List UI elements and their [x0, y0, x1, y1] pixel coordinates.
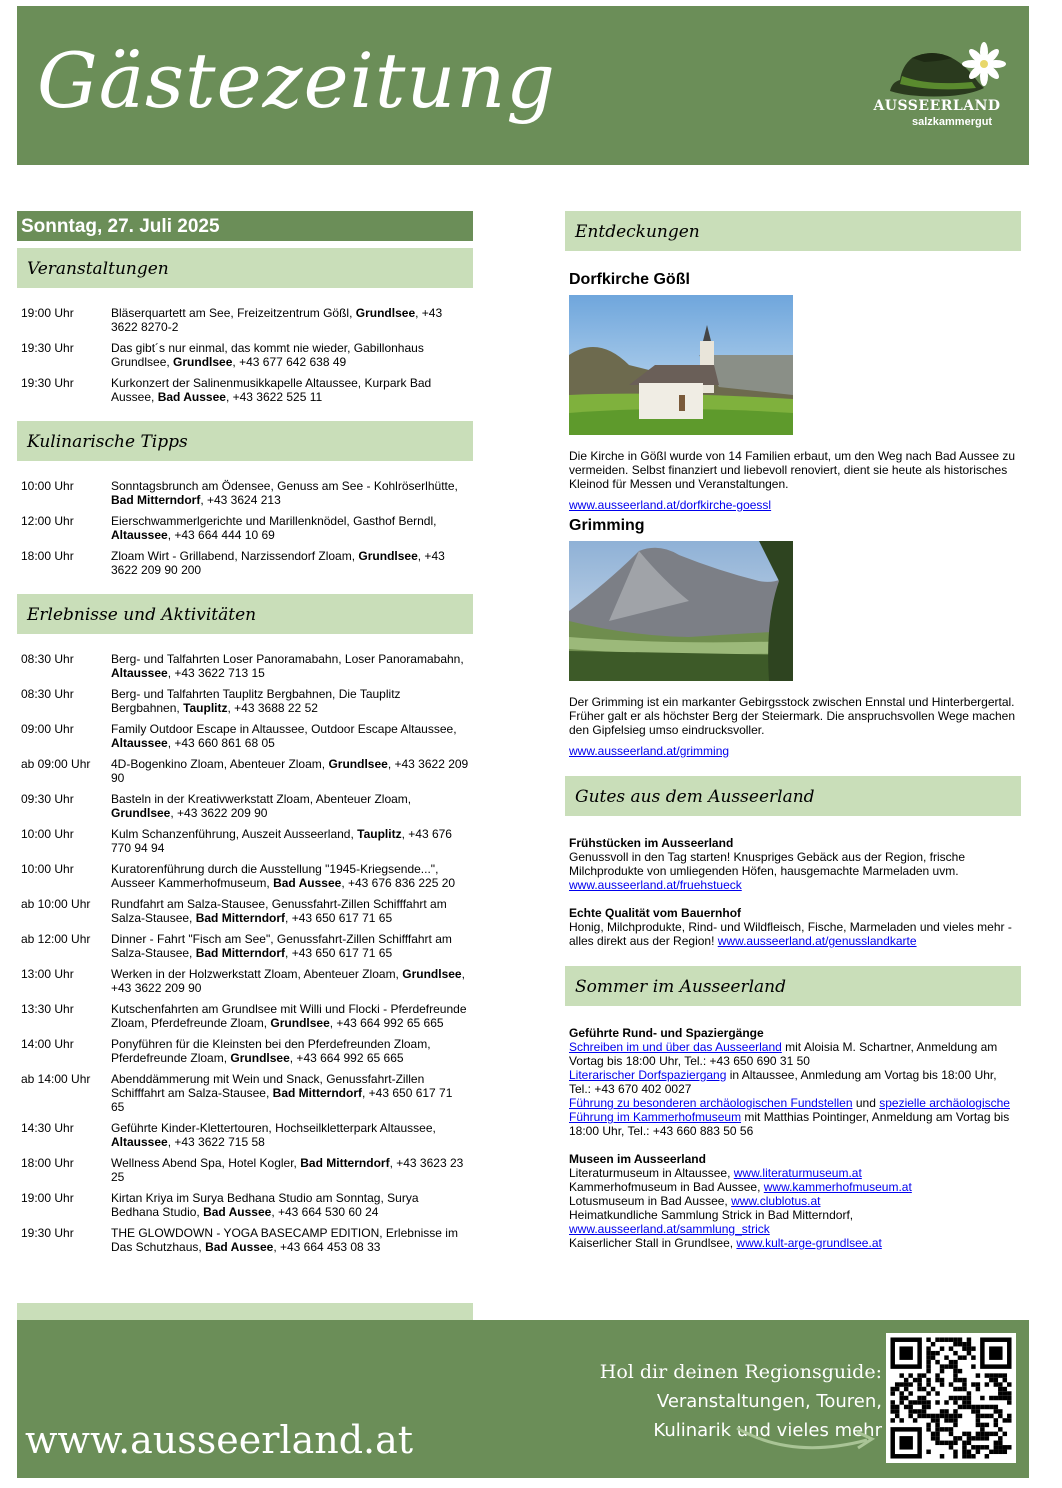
- goods-text: Genussvoll in den Tag starten! Knuspriges Gebäck aus der Region, frische Milchprodukte von umliegenden Höfen, hausgemachte Marmeladen uvm.: [569, 850, 965, 878]
- event-place: Bad Aussee: [205, 1240, 274, 1254]
- event-contact: , +43 3688 22 52: [227, 701, 318, 715]
- museum-link[interactable]: www.kult-arge-grundlsee.at: [736, 1236, 882, 1250]
- event-row: [21, 479, 473, 507]
- event-text: Bläserquartett am See, Freizeitzentrum Gößl,: [111, 306, 356, 320]
- event-place: Bad Mitterndorf: [300, 1156, 390, 1170]
- museum-link[interactable]: www.clublotus.at: [731, 1194, 821, 1208]
- grimming-photo: [569, 541, 793, 681]
- event-place: Bad Mitterndorf: [111, 493, 201, 507]
- event-place: Bad Aussee: [203, 1205, 272, 1219]
- hat-edelweiss-icon: [872, 36, 1017, 106]
- discovery-link[interactable]: www.ausseerland.at/grimming: [569, 744, 730, 758]
- ausseerland-logo: [872, 36, 1017, 136]
- event-contact: , +43 3622 525 11: [225, 390, 323, 404]
- museum-text: Lotusmuseum in Bad Aussee,: [569, 1194, 732, 1208]
- goods-title: Echte Qualität vom Bauernhof: [569, 906, 742, 920]
- event-time: 10:00 Uhr: [21, 862, 74, 876]
- event-place: Bad Aussee: [157, 390, 226, 404]
- event-place: Bad Aussee: [273, 876, 342, 890]
- tour-text: mit Aloisia M. Schartner, Anmeldung am Vortag bis 18:00 Uhr, Tel.: +43 650 690 31 50: [569, 1040, 998, 1068]
- event-time: 14:00 Uhr: [21, 1037, 74, 1051]
- event-place: Grundlsee: [402, 967, 462, 981]
- event-contact: , +43 660 861 68 05: [167, 736, 275, 750]
- event-description: [111, 306, 469, 334]
- event-row: [21, 1191, 473, 1219]
- event-time: ab 10:00 Uhr: [21, 897, 91, 911]
- goods-breakfast: [569, 836, 1021, 892]
- event-place: Bad Mitterndorf: [195, 946, 286, 960]
- event-text: Wellness Abend Spa, Hotel Kogler,: [111, 1156, 301, 1170]
- museum-text: Literaturmuseum in Altaussee,: [569, 1166, 734, 1180]
- event-row: [21, 514, 473, 542]
- tour-link[interactable]: Führung zu besonderen archäologischen Fundstellen: [569, 1096, 853, 1110]
- event-description: [111, 792, 469, 820]
- event-contact: , +43 3622 715 58: [167, 1135, 265, 1149]
- event-text: Basteln in der Kreativwerkstatt Zloam, Abenteuer Zloam,: [111, 792, 412, 806]
- event-time: 09:30 Uhr: [21, 792, 74, 806]
- qr-code-icon[interactable]: [886, 1333, 1016, 1463]
- event-description: [111, 757, 469, 785]
- section-header: Veranstaltungen: [17, 248, 473, 288]
- event-time: 14:30 Uhr: [21, 1121, 74, 1135]
- date-bar: Sonntag, 27. Juli 2025: [17, 211, 473, 241]
- event-contact: , +43 676 836 225 20: [341, 876, 456, 890]
- event-row: [21, 827, 473, 855]
- event-row: [21, 341, 473, 369]
- event-time: 19:00 Uhr: [21, 306, 74, 320]
- summer-tours: [569, 1026, 1021, 1138]
- event-description: [111, 1037, 469, 1065]
- event-time: ab 14:00 Uhr: [21, 1072, 91, 1086]
- header-banner: [17, 6, 1029, 165]
- event-time: 19:30 Uhr: [21, 376, 74, 390]
- event-text: Eierschwammerlgerichte und Marillenknödel, Gasthof Berndl,: [111, 514, 437, 528]
- event-text: 4D-Bogenkino Zloam, Abenteuer Zloam,: [111, 757, 329, 771]
- event-time: ab 09:00 Uhr: [21, 757, 91, 771]
- event-text: Kulm Schanzenführung, Auszeit Ausseerland,: [111, 827, 358, 841]
- event-text: Rundfahrt am Salza-Stausee, Genussfahrt-Zillen Schifffahrt am Salza-Stausee,: [111, 897, 447, 925]
- event-text: Berg- und Talfahrten Tauplitz Bergbahnen, Die Tauplitz Bergbahnen,: [111, 687, 401, 715]
- event-place: Bad Mitterndorf: [272, 1086, 362, 1100]
- event-text: Kutschenfahrten am Grundlsee mit Willi und Flocki - Pferdefreunde Zloam, Pferdefreunde Zloam,: [111, 1002, 467, 1030]
- event-text: Geführte Kinder-Klettertouren, Hochseilkletterpark Altaussee,: [111, 1121, 436, 1135]
- event-contact: , +43 3623 23 25: [111, 1156, 464, 1184]
- event-text: Family Outdoor Escape in Altaussee, Outdoor Escape Altaussee,: [111, 722, 457, 736]
- event-contact: , +43 3622 209 90: [111, 757, 469, 785]
- event-row: [21, 1156, 473, 1184]
- event-description: [111, 897, 469, 925]
- event-place: Grundlsee: [111, 806, 171, 820]
- goods-link[interactable]: www.ausseerland.at/genusslandkarte: [717, 934, 917, 948]
- tour-link[interactable]: spezielle archäologische Führung im Kammerhofmuseum: [569, 1096, 1010, 1124]
- event-place: Bad Mitterndorf: [195, 911, 286, 925]
- discovery-text: Der Grimming ist ein markanter Gebirgsstock zwischen Ennstal und Hinterbergertal. Früher galt er als höchster Berg der Steiermark. Die anspruchsvollen Wege machen den Gipfelsieg umso eindrucksvoller.: [569, 695, 1015, 737]
- event-time: 10:00 Uhr: [21, 827, 74, 841]
- museum-text: Heimatkundliche Sammlung Strick in Bad Mitterndorf,: [569, 1208, 854, 1222]
- event-row: [21, 376, 473, 404]
- event-time: 08:30 Uhr: [21, 652, 74, 666]
- event-time: 19:30 Uhr: [21, 1226, 74, 1240]
- event-row: [21, 932, 473, 960]
- church-photo: [569, 295, 793, 435]
- event-time: 19:00 Uhr: [21, 1191, 74, 1205]
- event-description: [111, 967, 469, 995]
- event-row: [21, 862, 473, 890]
- footer-website[interactable]: www.ausseerland.at: [25, 1418, 414, 1462]
- event-row: [21, 1037, 473, 1065]
- event-place: Altaussee: [111, 1135, 168, 1149]
- event-text: Abenddämmerung mit Wein und Snack, Genussfahrt-Zillen Schifffahrt am Salza-Stausee,: [111, 1072, 425, 1100]
- event-row: [21, 897, 473, 925]
- event-place: Altaussee: [111, 736, 168, 750]
- event-description: [111, 862, 469, 890]
- museums-title: Museen im Ausseerland: [569, 1152, 706, 1166]
- tour-text: und: [852, 1096, 880, 1110]
- event-row: [21, 306, 473, 334]
- museum-link[interactable]: www.literaturmuseum.at: [733, 1166, 862, 1180]
- event-description: [111, 376, 469, 404]
- section-header-summer: Sommer im Ausseerland: [565, 966, 1021, 1006]
- event-time: 19:30 Uhr: [21, 341, 74, 355]
- event-text: Sonntagsbrunch am Ödensee, Genuss am See - Kohlröserlhütte,: [111, 479, 458, 493]
- museum-link[interactable]: www.kammerhofmuseum.at: [763, 1180, 912, 1194]
- event-row: [21, 687, 473, 715]
- discovery-title: Grimming: [569, 517, 645, 534]
- event-place: Altaussee: [111, 528, 168, 542]
- event-time: 13:30 Uhr: [21, 1002, 74, 1016]
- goods-farm: [569, 906, 1021, 948]
- tour-link[interactable]: Literarischer Dorfspaziergang: [569, 1068, 727, 1082]
- left-column-footer-bar: [17, 1303, 473, 1320]
- guide-line: Hol dir deinen Regionsguide:: [599, 1361, 882, 1383]
- event-text: THE GLOWDOWN - YOGA BASECAMP EDITION, Erlebnisse im Das Schutzhaus,: [111, 1226, 458, 1254]
- event-description: [111, 341, 469, 369]
- event-list: [17, 288, 473, 421]
- event-text: Werken in der Holzwerkstatt Zloam, Abenteuer Zloam,: [111, 967, 403, 981]
- event-time: ab 12:00 Uhr: [21, 932, 91, 946]
- event-description: [111, 549, 469, 577]
- goods-link[interactable]: www.ausseerland.at/fruehstueck: [569, 878, 742, 892]
- event-description: [111, 1121, 469, 1149]
- guide-line: Kulinarik und vieles mehr: [653, 1420, 882, 1441]
- event-time: 08:30 Uhr: [21, 687, 74, 701]
- event-description: [111, 1156, 469, 1184]
- discovery-text: Die Kirche in Gößl wurde von 14 Familien erbaut, um den Weg nach Bad Aussee zu vermeiden. Selbst finanziert und liebevoll renoviert, dient sie heute als historisches Kleinod für Messen und Veranstaltungen.: [569, 449, 1016, 491]
- event-time: 18:00 Uhr: [21, 1156, 74, 1170]
- event-description: [111, 514, 469, 542]
- event-text: Kirtan Kriya im Surya Bedhana Studio am Sonntag, Surya Bedhana Studio,: [111, 1191, 419, 1219]
- event-description: [111, 652, 469, 680]
- event-contact: , +43 3622 209 90: [111, 967, 465, 995]
- event-time: 09:00 Uhr: [21, 722, 74, 736]
- event-contact: , +43 3622 209 90 200: [111, 549, 445, 577]
- event-row: [21, 1121, 473, 1149]
- event-contact: , +43 664 992 65 665: [329, 1016, 444, 1030]
- summer-museums: [569, 1152, 1021, 1250]
- event-place: Grundlsee: [270, 1016, 330, 1030]
- event-text: Berg- und Talfahrten Loser Panoramabahn, Loser Panoramabahn,: [111, 652, 464, 666]
- event-row: [21, 1072, 473, 1114]
- event-text: Dinner - Fahrt "Fisch am See", Genussfahrt-Zillen Schifffahrt am Salza-Stausee,: [111, 932, 452, 960]
- museum-text: Kaiserlicher Stall in Grundlsee,: [569, 1236, 737, 1250]
- event-row: [21, 967, 473, 995]
- event-description: [111, 1002, 469, 1030]
- event-contact: , +43 664 444 10 69: [167, 528, 275, 542]
- goods-title: Frühstücken im Ausseerland: [569, 836, 734, 850]
- event-row: [21, 792, 473, 820]
- event-contact: , +43 664 453 08 33: [273, 1240, 381, 1254]
- event-contact: , +43 3622 209 90: [170, 806, 268, 820]
- event-place: Grundlsee: [173, 355, 233, 369]
- event-description: [111, 1072, 469, 1114]
- event-place: Grundlsee: [355, 306, 416, 320]
- event-row: [21, 1226, 473, 1254]
- event-text: Ponyführen für die Kleinsten bei den Pferdefreunden Zloam, Pferdefreunde Zloam,: [111, 1037, 431, 1065]
- event-description: [111, 1191, 469, 1219]
- event-row: [21, 1002, 473, 1030]
- event-contact: , +43 650 617 71 65: [285, 946, 393, 960]
- tour-link[interactable]: Schreiben im und über das Ausseerland: [569, 1040, 782, 1054]
- section-header: Kulinarische Tipps: [17, 421, 473, 461]
- event-description: [111, 479, 469, 507]
- event-contact: , +43 3624 213: [200, 493, 281, 507]
- event-place: Tauplitz: [357, 827, 402, 841]
- event-contact: , +43 650 617 71 65: [285, 911, 393, 925]
- section-header: Erlebnisse und Aktivitäten: [17, 594, 473, 634]
- event-row: [21, 722, 473, 750]
- event-contact: , +43 677 642 638 49: [232, 355, 347, 369]
- event-description: [111, 932, 469, 960]
- event-text: Das gibt´s nur einmal, das kommt nie wieder, Gabillonhaus Grundlsee,: [111, 341, 424, 369]
- discovery-title: Dorfkirche Gößl: [569, 271, 690, 288]
- event-contact: , +43 650 617 71 65: [111, 1086, 453, 1114]
- tour-text: in Altaussee, Anmledung am Vortag bis 18:00 Uhr, Tel.: +43 670 402 0027: [569, 1068, 997, 1096]
- event-place: Altaussee: [111, 666, 168, 680]
- event-place: Tauplitz: [183, 701, 228, 715]
- event-text: Kurkonzert der Salinenmusikkapelle Altaussee, Kurpark Bad Aussee,: [111, 376, 432, 404]
- info-column: [565, 211, 1021, 1250]
- event-text: Zloam Wirt - Grillabend, Narzissendorf Zloam,: [111, 549, 359, 563]
- discovery-link[interactable]: www.ausseerland.at/dorfkirche-goessl: [569, 498, 772, 512]
- footer-banner: [17, 1320, 1029, 1478]
- event-contact: , +43 676 770 94 94: [111, 827, 452, 855]
- event-time: 18:00 Uhr: [21, 549, 74, 563]
- logo-wordmark: AUSSEERLAND: [873, 98, 1001, 114]
- event-place: Grundlsee: [358, 549, 418, 563]
- event-list: [17, 461, 473, 594]
- event-description: [111, 687, 469, 715]
- event-list: [17, 634, 473, 1271]
- event-row: [21, 757, 473, 785]
- event-row: [21, 652, 473, 680]
- section-header-goods: Gutes aus dem Ausseerland: [565, 776, 1021, 816]
- event-description: [111, 827, 469, 855]
- museum-link[interactable]: www.ausseerland.at/sammlung_strick: [569, 1222, 770, 1236]
- events-column: [17, 211, 473, 1271]
- event-description: [111, 1226, 469, 1254]
- event-description: [111, 722, 469, 750]
- tours-title: Geführte Rund- und Spaziergänge: [569, 1026, 764, 1040]
- section-header-discoveries: Entdeckungen: [565, 211, 1021, 251]
- guide-line: Veranstaltungen, Touren,: [656, 1391, 882, 1412]
- logo-subtitle: salzkammergut: [912, 116, 993, 128]
- tour-text: mit Matthias Pointinger, Anmeldung am Vortag bis 18:00 Uhr, Tel.: +43 660 883 50 56: [569, 1110, 1010, 1138]
- event-text: Kuratorenführung durch die Ausstellung "1945-Kriegsende...", Ausseer Kammerhofmuseum,: [111, 862, 439, 890]
- event-place: Grundlsee: [230, 1051, 290, 1065]
- goods-text: Honig, Milchprodukte, Rind- und Wildfleisch, Fische, Marmeladen und vieles mehr - alles direkt aus der Region!: [569, 920, 1012, 948]
- event-place: Grundlsee: [328, 757, 388, 771]
- event-time: 13:00 Uhr: [21, 967, 74, 981]
- event-row: [21, 549, 473, 577]
- museum-text: Kammerhofmuseum in Bad Aussee,: [569, 1180, 764, 1194]
- event-contact: , +43 3622 8270-2: [111, 306, 443, 334]
- event-contact: , +43 664 992 65 665: [289, 1051, 404, 1065]
- event-time: 10:00 Uhr: [21, 479, 74, 493]
- page-title: Gästezeitung: [37, 36, 556, 125]
- event-contact: , +43 664 530 60 24: [271, 1205, 379, 1219]
- event-time: 12:00 Uhr: [21, 514, 74, 528]
- arrow-icon: [732, 1420, 882, 1456]
- event-contact: , +43 3622 713 15: [167, 666, 265, 680]
